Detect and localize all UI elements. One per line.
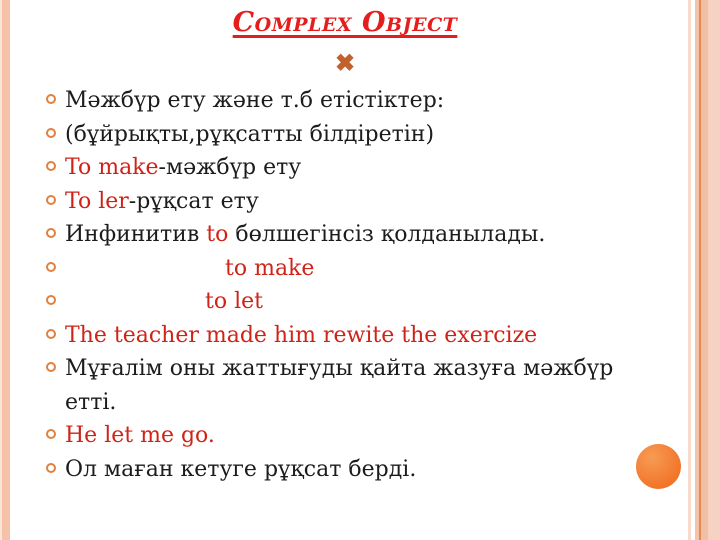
decorative-circle xyxy=(636,444,681,489)
list-item xyxy=(0,185,645,219)
list-item-text xyxy=(65,323,537,348)
text-segment: Мәжбүр ету және т.б етістіктер: xyxy=(65,88,445,113)
text-segment: (бұйрықты,рұқсатты білдіретін) xyxy=(65,121,435,147)
bullet-icon xyxy=(46,94,56,104)
bullet-icon xyxy=(46,362,56,372)
bullet-icon xyxy=(46,161,56,171)
cross-icon: ✖ xyxy=(334,48,356,77)
list-item xyxy=(0,419,645,453)
text-segment: to make xyxy=(225,255,315,281)
text-segment: -рұқсат ету xyxy=(128,188,259,214)
text-segment: Инфинитив xyxy=(65,222,207,247)
text-segment: бөлшегінсіз қолданылады. xyxy=(228,222,546,247)
list-item xyxy=(0,218,645,252)
list-item xyxy=(0,252,645,286)
text-segment: To ler xyxy=(65,188,129,214)
list-item-text xyxy=(65,356,613,415)
list-item xyxy=(0,453,645,487)
bullet-icon xyxy=(46,228,56,238)
list-item xyxy=(0,84,645,118)
bullet-icon xyxy=(46,195,56,205)
list-item xyxy=(0,118,645,152)
bullet-icon xyxy=(46,262,56,272)
text-segment: to let xyxy=(205,289,263,314)
list-item xyxy=(0,285,645,319)
list-item-text xyxy=(65,88,444,113)
text-segment: The teacher made him rewite the exercize xyxy=(65,322,538,348)
bullet-icon xyxy=(46,329,56,339)
bullet-icon xyxy=(46,463,56,473)
text-segment: To make xyxy=(65,155,159,180)
list-item-text xyxy=(225,256,314,281)
bullet-icon xyxy=(46,295,56,305)
text-segment: He let me go. xyxy=(65,423,215,448)
list-item xyxy=(0,151,645,185)
list-item xyxy=(0,319,645,353)
bullet-list xyxy=(0,84,645,486)
text-segment: to xyxy=(206,222,229,247)
list-item-text xyxy=(65,155,301,180)
list-item xyxy=(0,352,645,419)
list-item-text xyxy=(65,457,416,482)
slide-title: Complex Object xyxy=(232,7,458,38)
right-striped-band-decoration xyxy=(688,0,720,540)
bullet-icon xyxy=(46,128,56,138)
text-segment: Мұғалім оны жаттығуды қайта жазуға мәжбүр етті. xyxy=(65,356,614,415)
list-item-text xyxy=(65,189,259,214)
text-segment: -мәжбүр ету xyxy=(158,155,302,180)
bullet-icon xyxy=(46,429,56,439)
list-item-text xyxy=(205,289,263,314)
text-segment: Ол маған кетуге рұқсат берді. xyxy=(65,456,417,482)
list-item-text xyxy=(65,122,434,147)
list-item-text xyxy=(65,222,545,247)
list-item-text xyxy=(65,423,215,448)
